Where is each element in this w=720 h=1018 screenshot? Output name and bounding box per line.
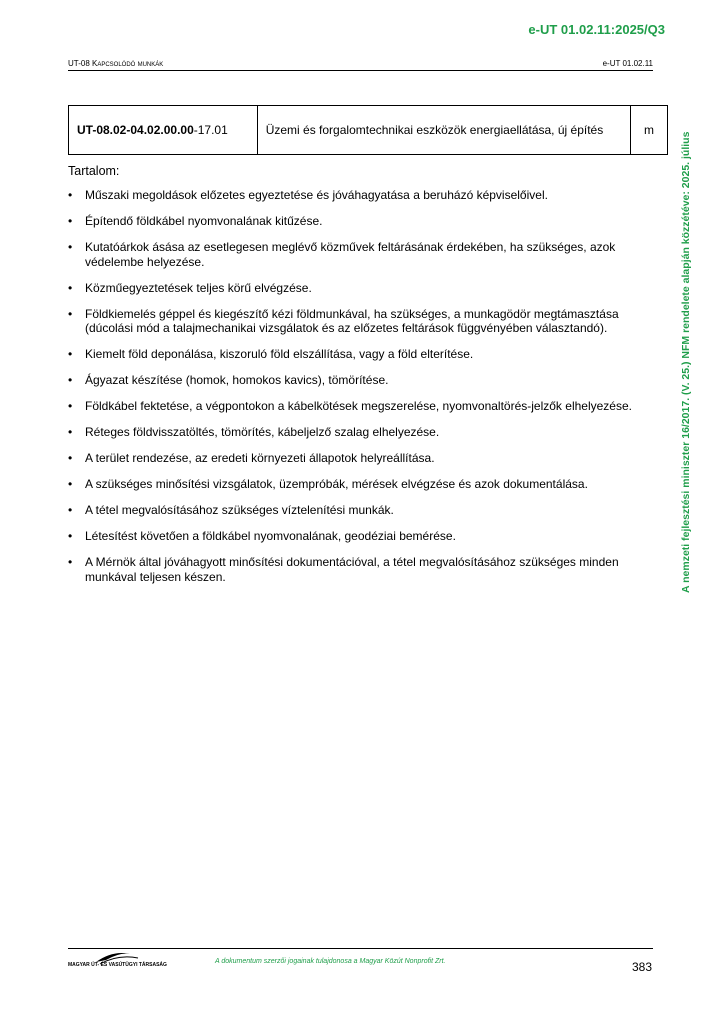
- list-item: [68, 214, 653, 229]
- bullet-icon: •: [68, 503, 73, 517]
- list-item-text: Ágyazat készítése (homok, homokos kavics), tömörítése.: [85, 373, 389, 387]
- list-item-text: Közműegyeztetések teljes körű elvégzése.: [85, 280, 312, 295]
- list-item-text: A tétel megvalósításához szükséges víztelenítési munkák.: [85, 503, 394, 517]
- content-title: Tartalom:: [68, 164, 120, 178]
- list-item: [68, 529, 653, 544]
- page-header: [68, 59, 653, 71]
- list-item-text: Kiemelt föld deponálása, kiszoruló föld elszállítása, vagy a föld elterítése.: [85, 347, 474, 361]
- list-item: [68, 281, 653, 296]
- bullet-icon: •: [68, 306, 73, 321]
- item-code-cell: [69, 106, 258, 155]
- list-item: [68, 503, 653, 518]
- bullet-icon: •: [68, 373, 73, 387]
- header-document-id: e-UT 01.02.11: [602, 59, 653, 68]
- bullet-icon: •: [68, 555, 73, 569]
- list-item-text: Kutatóárkok ásása az esetlegesen meglévő közművek feltárásának érdekében, ha szükséges, azok védelembe helyezése.: [85, 240, 616, 269]
- list-item: [68, 188, 653, 203]
- list-item-text: Réteges földvisszatöltés, tömörítés, kábeljelző szalag elhelyezése.: [85, 425, 440, 439]
- list-item-text: A Mérnök által jóváhagyott minősítési dokumentációval, a tétel megvalósításához szükséges minden munkával teljesen készen.: [85, 555, 619, 584]
- item-description: Üzemi és forgalomtechnikai eszközök energiaellátása, új építés: [257, 106, 630, 155]
- document-code: e-UT 01.02.11:2025/Q3: [528, 22, 665, 37]
- bullet-icon: •: [68, 477, 73, 491]
- side-publication-note: A nemzeti fejlesztési miniszter 16/2017. (V. 25.) NFM rendelete alapján közzétéve: 2025. július: [680, 131, 692, 594]
- content-bullet-list: [68, 188, 653, 596]
- list-item-text: Földkiemelés géppel és kiegészítő kézi földmunkával, ha szükséges, a munkagödör megtámasztása (dúcolási mód a talajmechanikai vizsgálatok és az előzetes feltárások függvényében választandó).: [85, 306, 619, 335]
- footer-copyright: A dokumentum szerzői jogainak tulajdonosa a Magyar Közút Nonprofit Zrt.: [215, 958, 446, 965]
- list-item: [68, 373, 653, 388]
- bullet-icon: •: [68, 347, 73, 361]
- item-row: [69, 106, 668, 155]
- bullet-icon: •: [68, 399, 73, 413]
- list-item-text: Műszaki megoldások előzetes egyeztetése és jóváhagyatása a beruházó képviselőivel.: [85, 188, 548, 202]
- item-table: [68, 105, 668, 155]
- list-item-text: Földkábel fektetése, a végpontokon a kábelkötések megszerelése, nyomvonaltörés-jelzők elhelyezése.: [85, 399, 632, 413]
- list-item: [68, 399, 653, 414]
- header-section-title: UT-08 Kapcsolódó munkák: [68, 59, 164, 68]
- bullet-icon: •: [68, 188, 73, 202]
- society-logo: [68, 948, 168, 972]
- society-logo-text: MAGYAR ÚT- ÉS VASÚTÜGYI TÁRSASÁG: [68, 962, 167, 968]
- bullet-icon: •: [68, 425, 73, 439]
- list-item: [68, 347, 653, 362]
- bullet-icon: •: [68, 214, 73, 228]
- bullet-icon: •: [68, 280, 73, 295]
- item-code-suffix: -17.01: [193, 123, 228, 137]
- list-item-text: Létesítést követően a földkábel nyomvonalának, geodéziai bemérése.: [85, 529, 456, 543]
- bullet-icon: •: [68, 451, 73, 465]
- item-code: UT-08.02-04.02.00.00: [77, 123, 194, 137]
- list-item: [68, 477, 653, 492]
- bullet-icon: •: [68, 240, 73, 254]
- list-item-text: A terület rendezése, az eredeti környezeti állapotok helyreállítása.: [85, 451, 435, 465]
- list-item: [68, 451, 653, 466]
- list-item: [68, 425, 653, 440]
- item-unit: m: [631, 106, 668, 155]
- list-item: [68, 307, 653, 336]
- page-number: 383: [631, 960, 652, 974]
- list-item: [68, 240, 653, 269]
- bullet-icon: •: [68, 529, 73, 543]
- list-item-text: A szükséges minősítési vizsgálatok, üzempróbák, mérések elvégzése és azok dokumentálása.: [85, 477, 588, 491]
- list-item-text: Építendő földkábel nyomvonalának kitűzése.: [85, 214, 323, 228]
- list-item: [68, 555, 653, 584]
